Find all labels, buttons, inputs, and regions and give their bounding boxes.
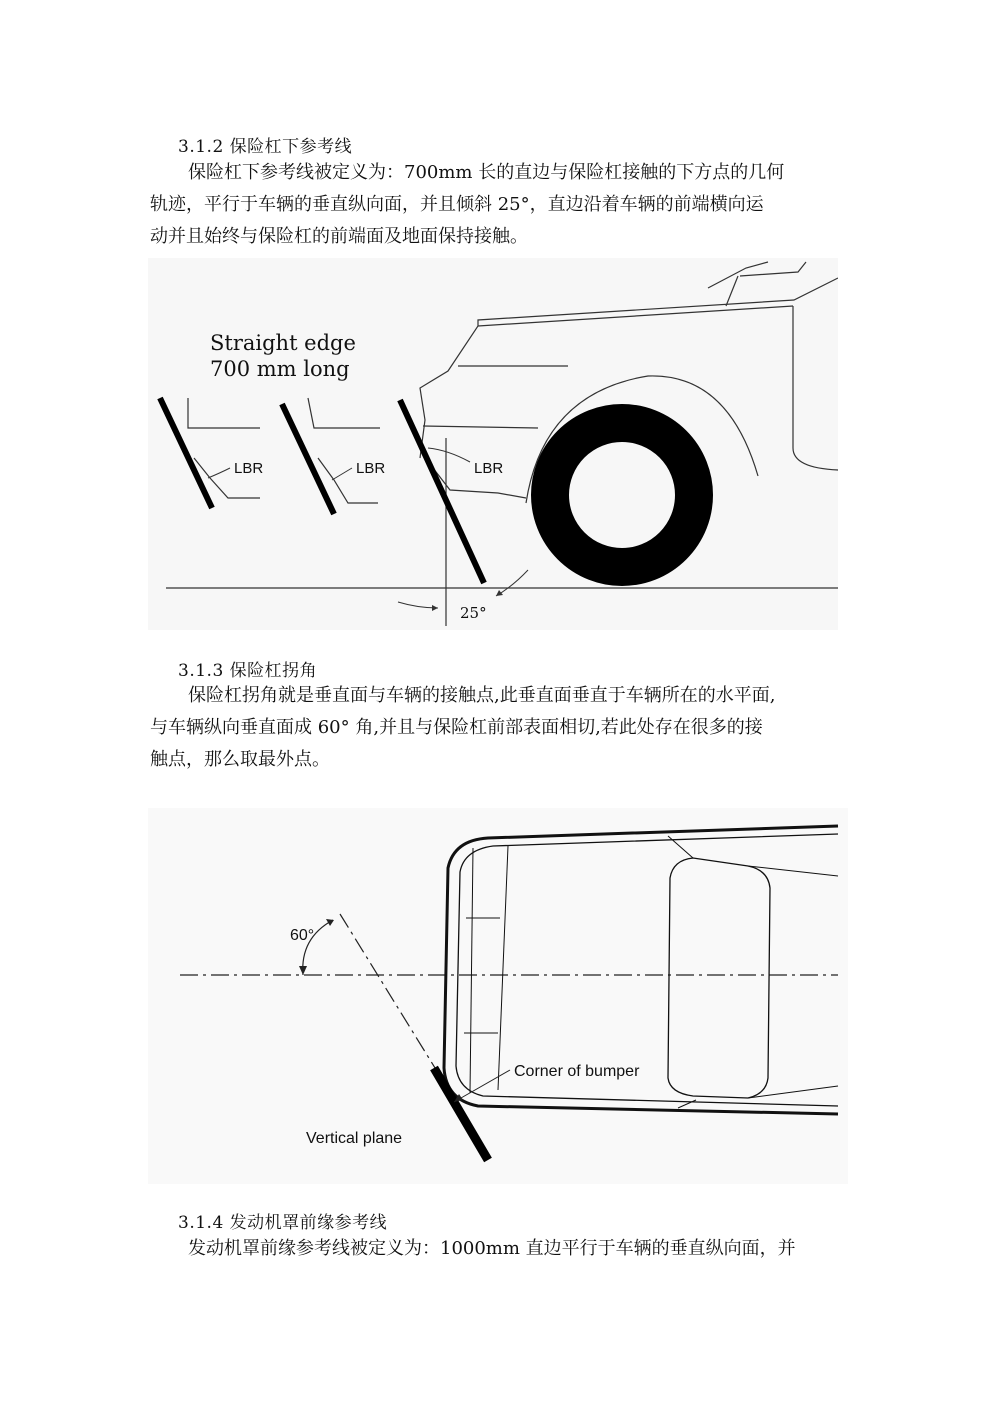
section-heading-bumper-corner: 3.1.3 保险杠拐角 — [178, 661, 318, 681]
figure-title-line1: Straight edge — [210, 331, 356, 355]
corner-label: Corner of bumper — [514, 1063, 640, 1080]
body-line: 保险杠拐角就是垂直面与车辆的接触点,此垂直面垂直于车辆所在的水平面, — [188, 685, 776, 706]
section-heading-bonnet-leading-edge: 3.1.4 发动机罩前缘参考线 — [178, 1213, 388, 1233]
section-body-bonnet-leading-edge — [150, 1233, 850, 1265]
lbr-label: LBR — [474, 460, 504, 477]
body-line: 发动机罩前缘参考线被定义为：1000mm 直边平行于车辆的垂直纵向面，并 — [188, 1238, 796, 1259]
body-line: 动并且始终与保险杠的前端面及地面保持接触。 — [150, 226, 528, 247]
figure-title-line2: 700 mm long — [210, 357, 350, 381]
lbr-label: LBR — [356, 460, 386, 477]
angle-label: 25° — [460, 604, 487, 622]
body-line: 与车辆纵向垂直面成 60° 角,并且与保险杠前部表面相切,若此处存在很多的接 — [150, 717, 763, 738]
bumper-corner-figure — [148, 808, 848, 1184]
section-body-lbr — [150, 157, 850, 253]
body-line: 触点，那么取最外点。 — [150, 749, 330, 770]
section-body-bumper-corner — [150, 680, 850, 776]
section-heading-lbr: 3.1.2 保险杠下参考线 — [178, 137, 353, 157]
body-line: 保险杠下参考线被定义为：700mm 长的直边与保险杠接触的下方点的几何 — [188, 162, 785, 183]
lbr-figure — [148, 258, 838, 630]
lbr-label: LBR — [234, 460, 264, 477]
body-line: 轨迹，平行于车辆的垂直纵向面，并且倾斜 25°，直边沿着车辆的前端横向运 — [150, 194, 764, 215]
vertical-plane-label: Vertical plane — [306, 1130, 403, 1147]
angle-label: 60° — [290, 927, 315, 944]
